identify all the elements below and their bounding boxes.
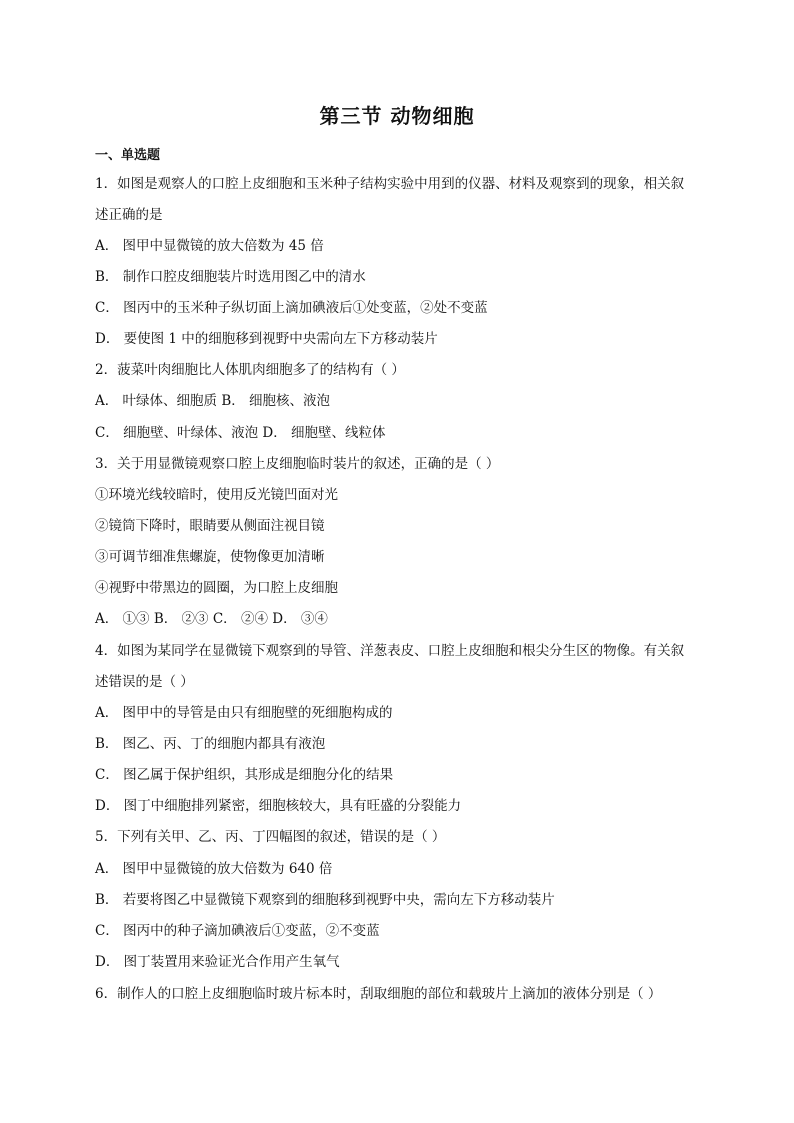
question-4-stem: 4．如图为某同学在显微镜下观察到的导管、洋葱表皮、口腔上皮细胞和根尖分生区的物像。有关叙 — [95, 643, 685, 659]
question-1-option-b: B． 制作口腔皮细胞装片时选用图乙中的清水 — [95, 269, 366, 285]
question-4-option-d: D． 图丁中细胞排列紧密，细胞核较大，具有旺盛的分裂能力 — [95, 798, 462, 814]
question-4-stem-cont: 述错误的是（ ） — [95, 674, 194, 690]
question-1-option-d: D． 要使图 1 中的细胞移到视野中央需向左下方移动装片 — [95, 331, 438, 347]
question-5-option-d: D． 图丁装置用来验证光合作用产生氧气 — [95, 954, 340, 970]
question-4-option-a: A． 图甲中的导管是由只有细胞壁的死细胞构成的 — [95, 705, 393, 721]
page-title: 第三节 动物细胞 — [319, 104, 475, 128]
question-5-option-c: C． 图丙中的种子滴加碘液后①变蓝，②不变蓝 — [95, 923, 380, 939]
section-heading: 一、单选题 — [95, 148, 161, 163]
question-1-stem-cont: 述正确的是 — [95, 207, 163, 223]
question-3-statement-1: ①环境光线较暗时，使用反光镜凹面对光 — [95, 487, 338, 503]
question-2-options-ab: A． 叶绿体、细胞质 B． 细胞核、液泡 — [95, 393, 331, 409]
question-3-stem: 3．关于用显微镜观察口腔上皮细胞临时装片的叙述，正确的是（ ） — [95, 456, 500, 472]
question-2-options-cd: C． 细胞壁、叶绿体、液泡 D． 细胞壁、线粒体 — [95, 425, 386, 441]
question-3-statement-2: ②镜筒下降时，眼睛要从侧面注视目镜 — [95, 518, 325, 534]
question-4-option-c: C． 图乙属于保护组织，其形成是细胞分化的结果 — [95, 767, 394, 783]
question-1-option-a: A． 图甲中显微镜的放大倍数为 45 倍 — [95, 238, 324, 254]
question-5-stem: 5．下列有关甲、乙、丙、丁四幅图的叙述，错误的是（ ） — [95, 829, 446, 845]
question-1-stem: 1．如图是观察人的口腔上皮细胞和玉米种子结构实验中用到的仪器、材料及观察到的现象，相关叙 — [95, 176, 685, 192]
question-6-stem: 6．制作人的口腔上皮细胞临时玻片标本时，刮取细胞的部位和载玻片上滴加的液体分别是（ ） — [95, 986, 662, 1002]
question-5-option-b: B． 若要将图乙中显微镜下观察到的细胞移到视野中央，需向左下方移动装片 — [95, 892, 555, 908]
question-1-option-c: C． 图丙中的玉米种子纵切面上滴加碘液后①处变蓝，②处不变蓝 — [95, 300, 488, 316]
question-2-stem: 2．菠菜叶肉细胞比人体肌肉细胞多了的结构有（ ） — [95, 362, 405, 378]
question-4-option-b: B． 图乙、丙、丁的细胞内都具有液泡 — [95, 736, 326, 752]
question-3-statement-3: ③可调节细准焦螺旋，使物像更加清晰 — [95, 549, 325, 565]
question-3-options: A． ①③ B． ②③ C． ②④ D． ③④ — [95, 611, 328, 627]
question-5-option-a: A． 图甲中显微镜的放大倍数为 640 倍 — [95, 861, 333, 877]
question-3-statement-4: ④视野中带黑边的圆圈，为口腔上皮细胞 — [95, 580, 338, 596]
